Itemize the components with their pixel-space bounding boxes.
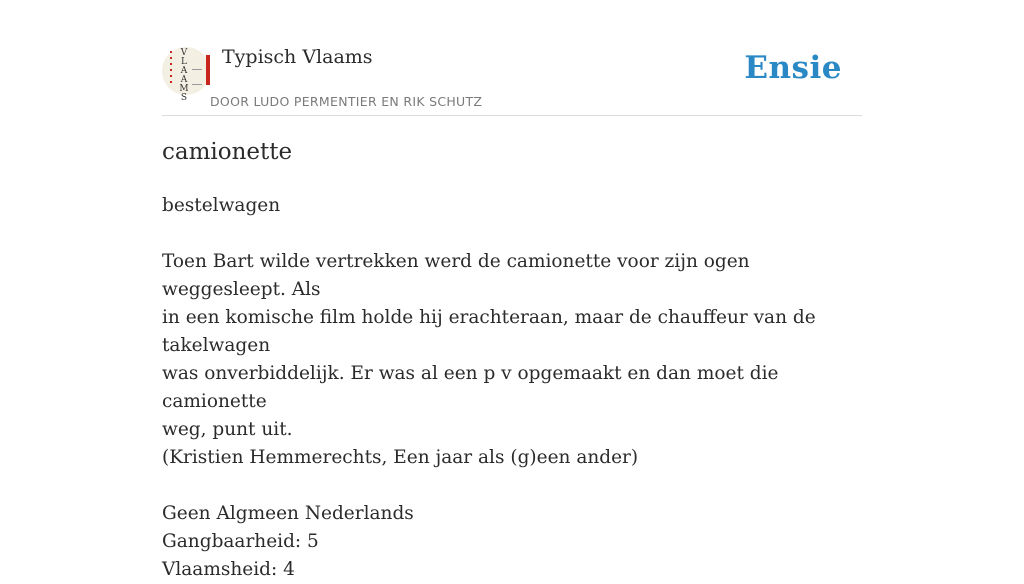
- entry-title: camionette: [162, 139, 293, 165]
- logo-letter: A: [180, 75, 188, 85]
- meta-line: Gangbaarheid: 5: [162, 531, 319, 552]
- example-line: weg, punt uit.: [162, 419, 293, 440]
- meta-line: Geen Algmeen Nederlands: [162, 503, 414, 524]
- paragraph-gap: [162, 220, 867, 248]
- meta-line: Vlaamsheid: 4: [162, 559, 295, 580]
- example-line: Toen Bart wilde vertrekken werd de camionette voor zijn ogen weggesleept. Als: [162, 251, 750, 300]
- logo-letters: [179, 49, 189, 103]
- blog-title-link[interactable]: Typisch Vlaams: [222, 46, 373, 68]
- entry-content: [162, 192, 867, 584]
- logo-letter: V: [180, 48, 188, 58]
- ensie-brand-logo[interactable]: Ensie: [744, 50, 842, 86]
- logo-lines-decoration: [192, 69, 202, 85]
- paragraph-gap: [162, 472, 867, 500]
- logo-letter: A: [180, 66, 188, 76]
- example-source: (Kristien Hemmerechts, Een jaar als (g)een ander): [162, 447, 639, 468]
- logo-letter: L: [181, 57, 187, 67]
- logo-letter: M: [179, 84, 189, 94]
- example-line: was onverbiddelijk. Er was al een p v opgemaakt en dan moet die camionette: [162, 363, 779, 412]
- logo-letter: S: [180, 93, 188, 103]
- example-line: in een komische film holde hij erachteraan, maar de chauffeur van de takelwagen: [162, 307, 816, 356]
- blog-logo-icon[interactable]: [162, 47, 210, 103]
- site-header: [162, 40, 862, 116]
- logo-dots-decoration: [170, 51, 172, 83]
- entry-definition: bestelwagen: [162, 195, 281, 216]
- logo-red-stripe: [206, 55, 210, 85]
- author-byline: DOOR LUDO PERMENTIER EN RIK SCHUTZ: [210, 94, 483, 109]
